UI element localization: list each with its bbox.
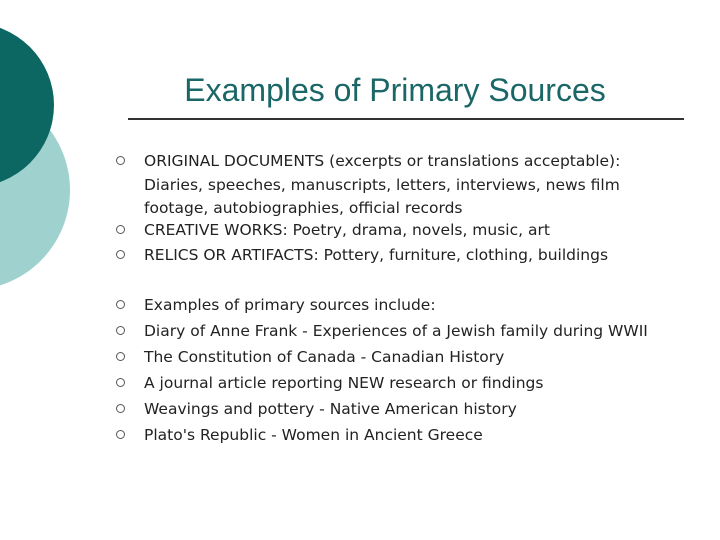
list-item-text: A journal article reporting NEW research or findings — [144, 374, 544, 392]
list-item-text: CREATIVE WORKS: Poetry, drama, novels, music, art — [144, 221, 550, 239]
bullet-circle-icon — [116, 378, 125, 387]
slide-title: Examples of Primary Sources — [184, 72, 606, 108]
bullet-circle-icon — [116, 326, 125, 335]
list-item-text: Plato's Republic - Women in Ancient Greece — [144, 426, 483, 444]
bullet-circle-icon — [116, 225, 125, 234]
list-item-text: RELICS OR ARTIFACTS: Pottery, furniture, clothing, buildings — [144, 246, 609, 264]
bullet-circle-icon — [116, 156, 125, 165]
list-item-text: Weavings and pottery - Native American history — [144, 400, 517, 418]
list-item-text: Examples of primary sources include: — [144, 296, 436, 314]
list-item-text: The Constitution of Canada - Canadian History — [144, 348, 505, 366]
bullet-circle-icon — [116, 300, 125, 309]
list-item-text: Diary of Anne Frank - Experiences of a Jewish family during WWII — [144, 322, 648, 340]
list-item-text: ORIGINAL DOCUMENTS (excerpts or translations acceptable): Diaries, speeches, manuscripts, letters, interviews, news film footage, autobiographies, official records — [144, 152, 621, 217]
title-divider — [128, 118, 684, 120]
bullet-circle-icon — [116, 250, 125, 259]
bullet-circle-icon — [116, 404, 125, 413]
bullet-circle-icon — [116, 430, 125, 439]
bullet-circle-icon — [116, 352, 125, 361]
